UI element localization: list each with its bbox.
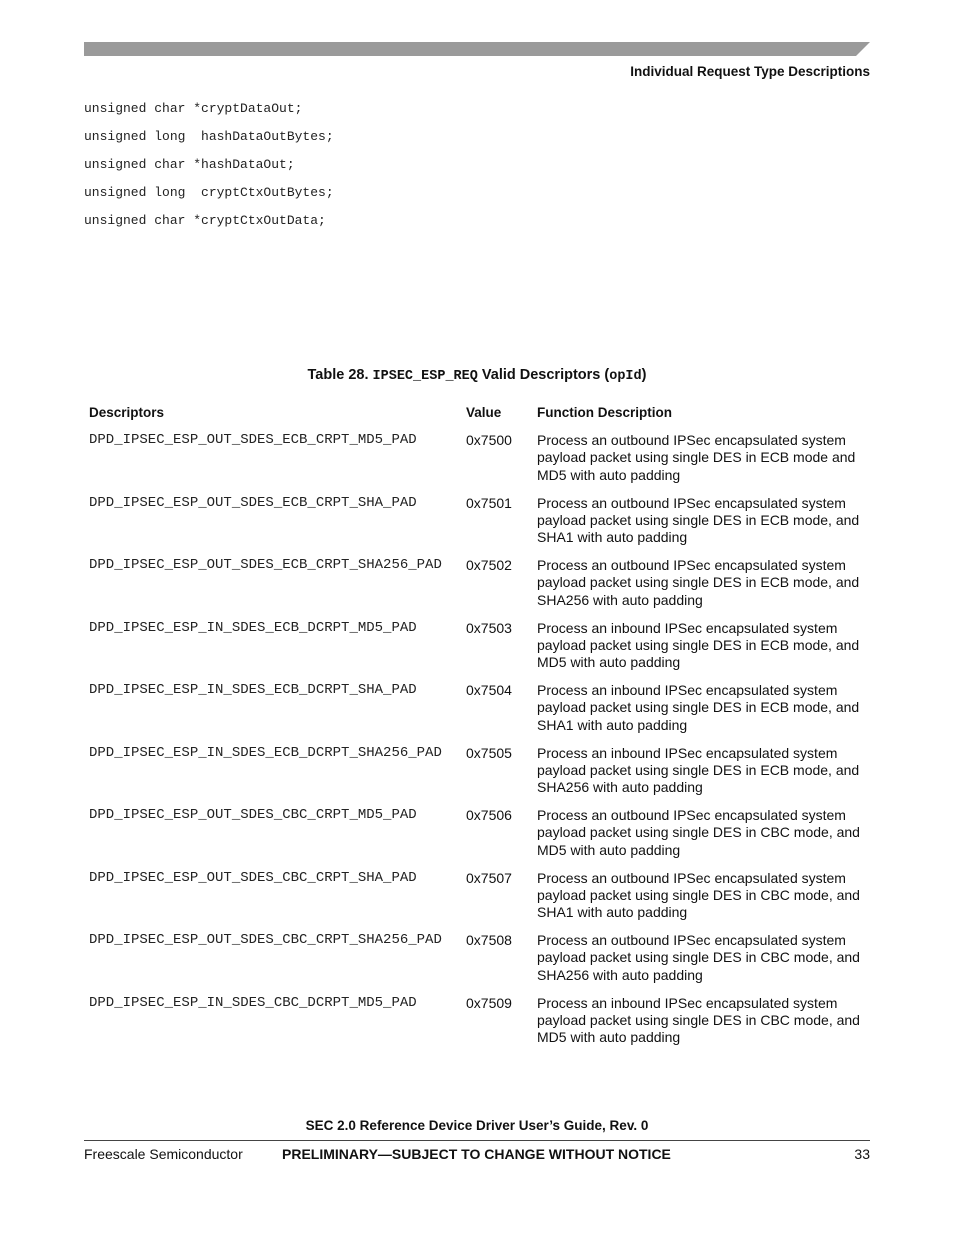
descriptor-cell: DPD_IPSEC_ESP_IN_SDES_ECB_DCRPT_MD5_PAD — [89, 619, 417, 636]
value-cell: 0x7509 — [466, 994, 512, 1011]
value-cell: 0x7503 — [466, 619, 512, 636]
caption-suffix: ) — [641, 367, 647, 383]
descriptor-cell: DPD_IPSEC_ESP_IN_SDES_CBC_DCRPT_MD5_PAD — [89, 994, 417, 1011]
function-description-cell: Process an outbound IPSec encapsulated system payload packet using single DES in ECB mode, and SHA256 with auto padding — [537, 557, 860, 608]
code-line: unsigned long cryptCtxOutBytes; — [84, 185, 334, 200]
function-description-cell: Process an outbound IPSec encapsulated system payload packet using single DES in CBC mode, and SHA256 with auto padding — [537, 932, 860, 983]
table-row — [84, 495, 870, 558]
descriptor-cell: DPD_IPSEC_ESP_IN_SDES_ECB_DCRPT_SHA_PAD — [89, 682, 417, 698]
header-function-description: Function Description — [537, 405, 672, 420]
footer-doc-title: SEC 2.0 Reference Device Driver User’s Guide, Rev. 0 — [305, 1118, 649, 1133]
value-cell: 0x7505 — [466, 744, 512, 761]
function-description-cell: Process an inbound IPSec encapsulated system payload packet using single DES in ECB mode, and SHA1 with auto padding — [537, 682, 860, 733]
page-number: 33 — [854, 1146, 870, 1162]
descriptor-cell: DPD_IPSEC_ESP_OUT_SDES_CBC_CRPT_SHA_PAD — [89, 869, 417, 886]
table-row — [84, 432, 870, 495]
code-block — [84, 101, 334, 241]
code-line: unsigned char *cryptDataOut; — [84, 101, 303, 116]
table-row — [84, 745, 870, 808]
function-description-cell: Process an inbound IPSec encapsulated system payload packet using single DES in ECB mode, and SHA256 with auto padding — [537, 744, 860, 796]
value-cell: 0x7500 — [466, 432, 512, 448]
descriptor-cell: DPD_IPSEC_ESP_OUT_SDES_CBC_CRPT_SHA256_PAD — [89, 932, 442, 948]
table-row — [84, 557, 870, 620]
function-description-cell: Process an outbound IPSec encapsulated system payload packet using single DES in ECB mode and MD5 with auto padding — [537, 432, 856, 483]
table-row — [84, 870, 870, 933]
table-row — [84, 682, 870, 745]
function-description-cell: Process an outbound IPSec encapsulated system payload packet using single DES in CBC mode, and SHA1 with auto padding — [537, 869, 860, 921]
descriptor-cell: DPD_IPSEC_ESP_OUT_SDES_ECB_CRPT_MD5_PAD — [89, 432, 417, 448]
descriptor-cell: DPD_IPSEC_ESP_OUT_SDES_ECB_CRPT_SHA256_PAD — [89, 557, 442, 573]
value-cell: 0x7506 — [466, 807, 512, 823]
table-row — [84, 932, 870, 995]
footer-company: Freescale Semiconductor — [84, 1146, 243, 1162]
code-line: unsigned char *hashDataOut; — [84, 157, 295, 172]
value-cell: 0x7504 — [466, 682, 512, 698]
section-title: Individual Request Type Descriptions — [630, 64, 870, 79]
caption-prefix: Table 28. — [307, 367, 373, 383]
header-descriptors: Descriptors — [89, 405, 165, 420]
value-cell: 0x7501 — [466, 494, 512, 511]
value-cell: 0x7502 — [466, 557, 512, 573]
footer-notice: PRELIMINARY—SUBJECT TO CHANGE WITHOUT NOTICE — [282, 1146, 671, 1162]
table-row — [84, 995, 870, 1058]
table-row — [84, 807, 870, 870]
header-bar — [84, 42, 870, 56]
table-header-row — [84, 404, 870, 432]
function-description-cell: Process an inbound IPSec encapsulated system payload packet using single DES in ECB mode, and MD5 with auto padding — [537, 619, 860, 671]
function-description-cell: Process an inbound IPSec encapsulated system payload packet using single DES in CBC mode, and MD5 with auto padding — [537, 994, 860, 1046]
descriptor-cell: DPD_IPSEC_ESP_IN_SDES_ECB_DCRPT_SHA256_PAD — [89, 744, 442, 761]
function-description-cell: Process an outbound IPSec encapsulated system payload packet using single DES in CBC mode, and MD5 with auto padding — [537, 807, 860, 858]
table-row — [84, 620, 870, 683]
value-cell: 0x7507 — [466, 869, 512, 886]
table-caption — [84, 367, 870, 384]
function-description-cell: Process an outbound IPSec encapsulated system payload packet using single DES in ECB mode, and SHA1 with auto padding — [537, 494, 860, 546]
descriptor-cell: DPD_IPSEC_ESP_OUT_SDES_ECB_CRPT_SHA_PAD — [89, 494, 417, 511]
header-value: Value — [466, 405, 502, 420]
code-line: unsigned long hashDataOutBytes; — [84, 129, 334, 144]
descriptor-cell: DPD_IPSEC_ESP_OUT_SDES_CBC_CRPT_MD5_PAD — [89, 807, 417, 823]
caption-mid: Valid Descriptors ( — [477, 367, 610, 383]
caption-code-opid: opId — [609, 369, 642, 384]
descriptor-table — [84, 404, 870, 1057]
value-cell: 0x7508 — [466, 932, 512, 948]
caption-code: IPSEC_ESP_REQ — [372, 369, 478, 384]
code-line: unsigned char *cryptCtxOutData; — [84, 213, 326, 228]
header-bar-shape — [84, 42, 870, 56]
footer-divider — [84, 1140, 870, 1141]
